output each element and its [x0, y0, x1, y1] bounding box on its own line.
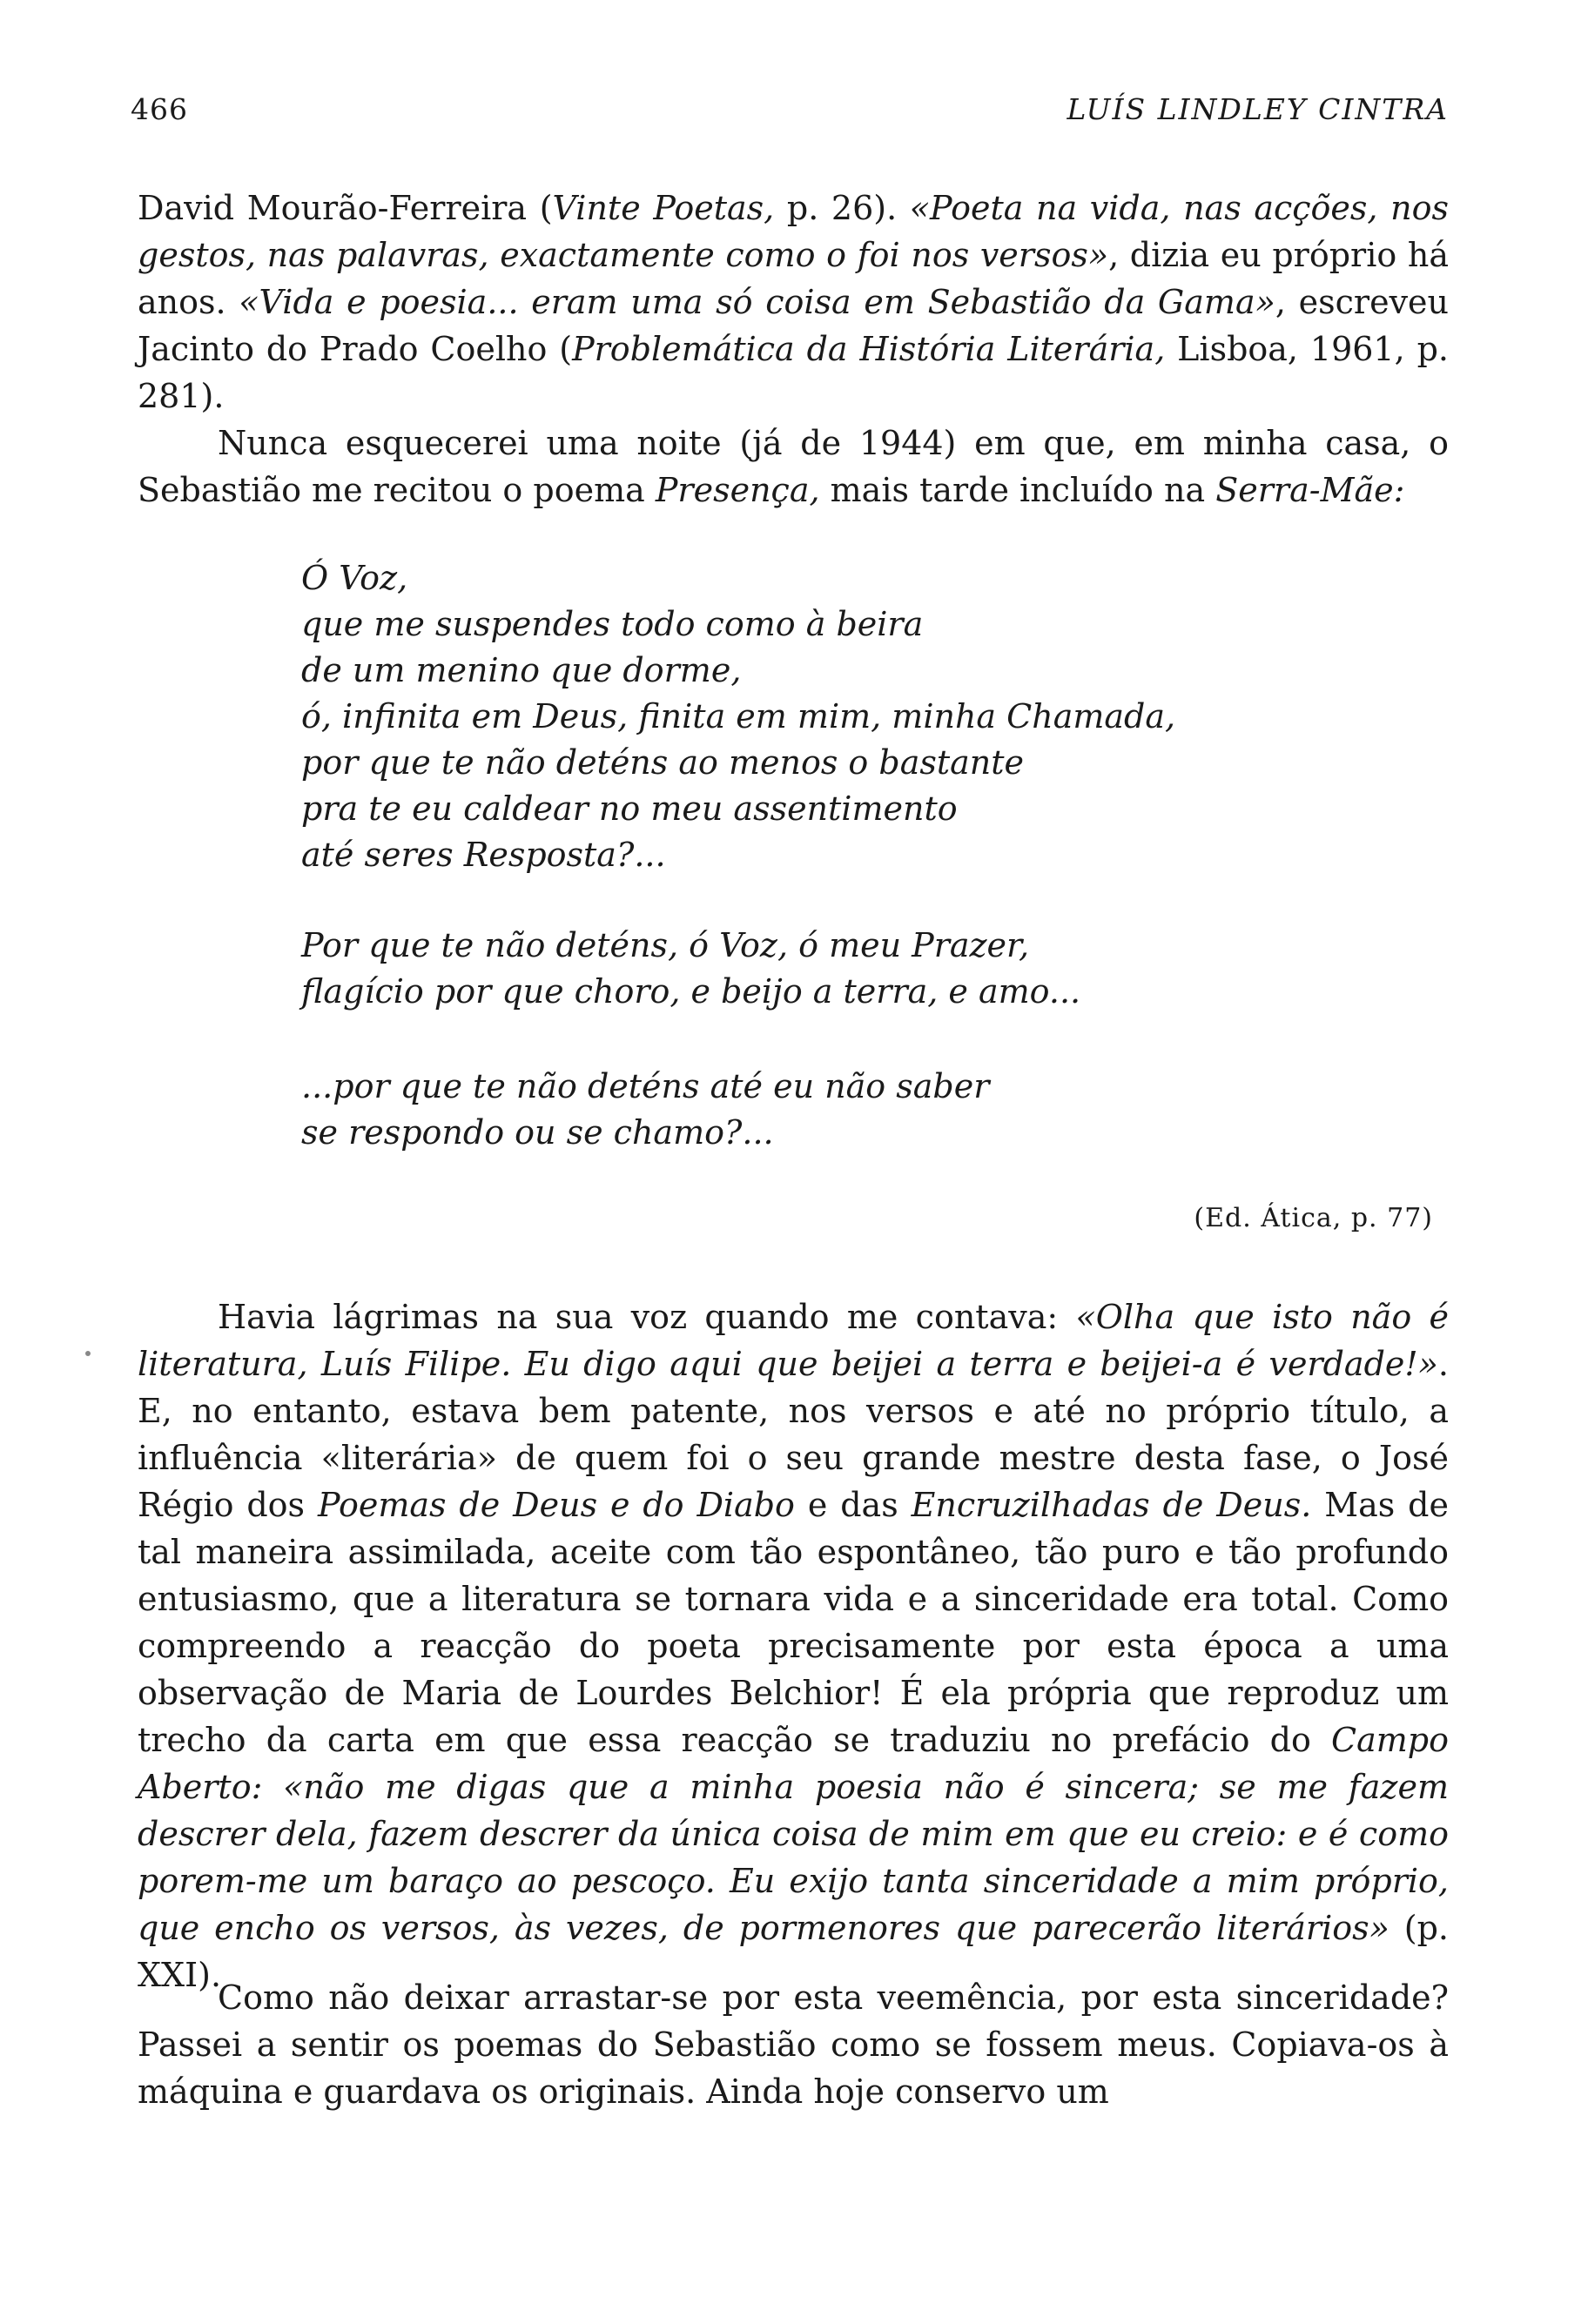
text-run: e das [794, 1486, 912, 1524]
text-run [262, 1768, 283, 1806]
poem-stanza-3 [301, 1064, 1433, 1156]
poem-line: se respondo ou se chamo?... [301, 1113, 774, 1152]
paragraph-3 [138, 1293, 1449, 1998]
poem-line: ó, infinita em Deus, finita em mim, minha Chamada, [301, 697, 1176, 735]
text-run: , escreveu Jacinto do Prado Coelho ( [138, 283, 1450, 368]
book-title: Campo Aberto: [138, 1721, 1449, 1806]
text-run: Havia lágrimas na sua voz quando me contava: [218, 1298, 1076, 1336]
quotation: «não me digas que a minha poesia não é sincera; se me fazem descrer dela, fazem descrer da única coisa de mim em que eu creio: e é como porem-me um baraço ao pescoço. Eu exijo tanta sinceridade a mim próprio, que encho os versos, às vezes, de pormenores que parecerão literários» [138, 1768, 1449, 1947]
quotation: «Poeta na vida, nas acções, nos gestos, nas palavras, exactamente como o foi nos versos» [138, 189, 1449, 274]
text-run: . E, no entanto, estava bem patente, nos versos e até no próprio título, a influência «literária» de quem foi o seu grande mestre desta fase, o José Régio dos [138, 1345, 1449, 1524]
poem-line: Por que te não deténs, ó Voz, ó meu Prazer, [301, 926, 1030, 964]
book-title: Poemas de Deus e do Diabo [317, 1486, 795, 1524]
poem-line: até seres Resposta?... [301, 836, 666, 874]
poem-line: que me suspendes todo como à beira [301, 605, 924, 643]
book-title: Vinte Poetas, [552, 189, 775, 227]
poem-line: flagício por que choro, e beijo a terra, e amo... [301, 972, 1081, 1011]
paragraph-1 [138, 185, 1449, 420]
poem-line: de um menino que dorme, [301, 651, 742, 689]
text-run: Como não deixar arrastar-se por esta veemência, por esta sinceridade? Passei a sentir os poemas do Sebastião como se fossem meus. Copiava-os à máquina e guardava os originais. Ainda hoje conservo um [138, 1978, 1449, 2111]
quotation: «Vida e poesia... eram uma só coisa em Sebastião da Gama» [239, 283, 1275, 321]
poem-citation: (Ed. Ática, p. 77) [1194, 1203, 1433, 1233]
poem-stanza-2 [301, 923, 1433, 1015]
poem-line: ...por que te não deténs até eu não saber [301, 1067, 990, 1105]
page-number: 466 [131, 92, 188, 126]
text-run: Mas de tal maneira assimilada, aceite com tão espontâneo, tão puro e tão profundo entusiasmo, que a literatura se tornara vida e a sinceridade era total. Como compreendo a reacção do poeta precisamente por esta época a uma observação de Maria de Lourdes Belchior! É ela própria que reproduz um trecho da carta em que essa reacção se traduziu no prefácio do [138, 1486, 1449, 1759]
paragraph-4 [138, 1974, 1449, 2115]
paragraph-2 [138, 420, 1449, 514]
margin-dot [85, 1351, 91, 1356]
poem-stanza-1 [301, 555, 1433, 878]
text-run: , dizia eu próprio há anos. [138, 236, 1449, 321]
book-title: Encruzilhadas de Deus. [911, 1486, 1312, 1524]
poem-line: Ó Voz, [301, 559, 408, 597]
text-run: Lisboa, 1961, p. 281). [138, 330, 1449, 415]
text-run: Nunca esquecerei uma noite (já de 1944) em que, em minha casa, o Sebastião me recitou o poema [138, 424, 1449, 509]
text-run: p. 26). [774, 189, 910, 227]
text-run: (p. XXI). [138, 1909, 1450, 1994]
text-run: mais tarde incluído na [819, 471, 1216, 509]
poem-line: pra te eu caldear no meu assentimento [301, 789, 958, 828]
poem-title: Presença, [655, 471, 820, 509]
book-title: Serra-Mãe: [1215, 471, 1405, 509]
text-run: David Mourão-Ferreira ( [138, 189, 553, 227]
running-head-author: LUÍS LINDLEY CINTRA [1067, 92, 1449, 126]
poem-line: por que te não deténs ao menos o bastante [301, 743, 1025, 782]
book-title: Problemática da História Literária, [572, 330, 1166, 368]
quotation: «Olha que isto não é literatura, Luís Filipe. Eu digo aqui que beijei a terra e beijei-a é verdade!» [138, 1298, 1450, 1383]
